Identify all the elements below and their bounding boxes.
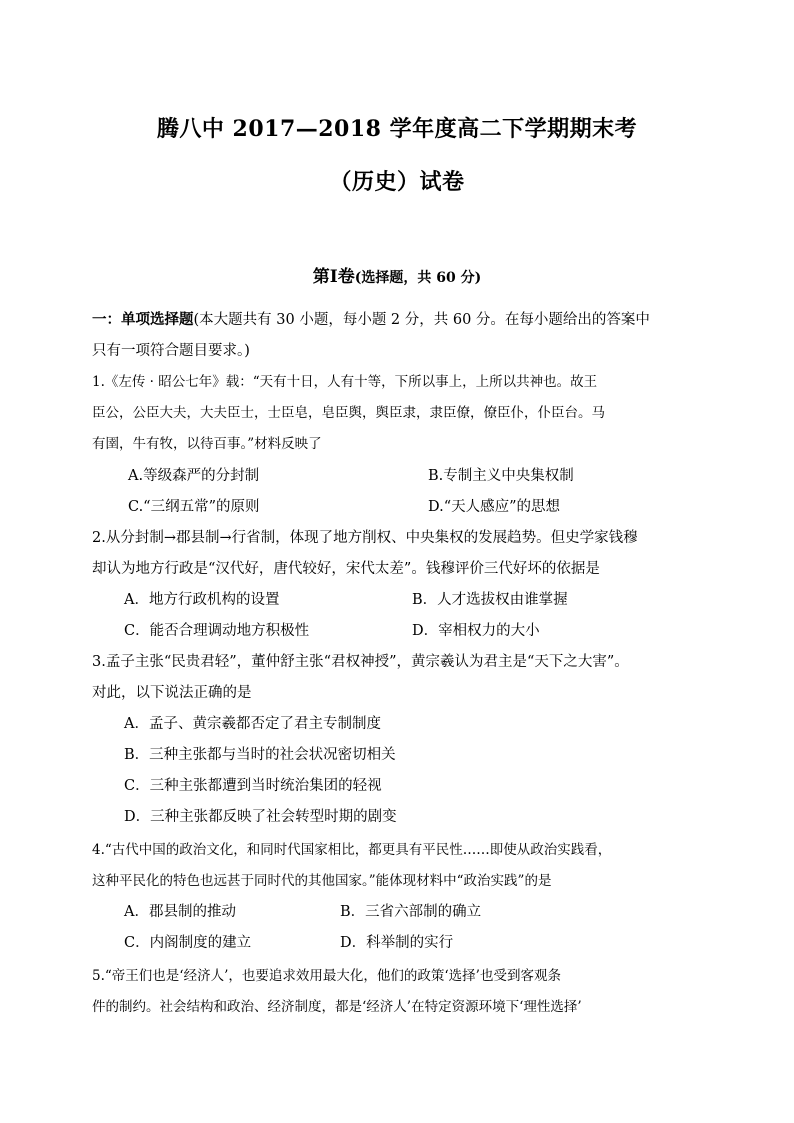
- question-3-line-1: 3.孟子主张“民贵君轻”，董仲舒主张“君权神授”，黄宗羲认为君主是“天下之大害”。: [92, 654, 629, 670]
- question-4-option-d: D．科举制的实行: [340, 935, 454, 951]
- section-instructions: [92, 310, 712, 330]
- question-2-line-1: 2.从分封制→郡县制→行省制，体现了地方削权、中央集权的发展趋势。但史学家钱穆: [92, 530, 638, 546]
- question-3-line-2: 对此，以下说法正确的是: [92, 685, 252, 701]
- question-1-line-3: 有圉，牛有牧，以待百事。”材料反映了: [92, 436, 322, 452]
- question-3-option-d: D．三种主张都反映了社会转型时期的剧变: [124, 809, 397, 825]
- question-4-option-c: C．内阁制度的建立: [124, 935, 252, 951]
- section-instructions-text: (本大题共有 30 小题，每小题 2 分，共 60 分。在每小题给出的答案中: [193, 312, 650, 328]
- question-1-option-c: C.“三纲五常”的原则: [128, 499, 260, 515]
- question-5-line-2: 件的制约。社会结构和政治、经济制度，都是‘经济人’在特定资源环境下‘理性选择’: [92, 999, 582, 1015]
- question-2-option-a: A．地方行政机构的设置: [124, 592, 280, 608]
- question-4-option-a: A．郡县制的推动: [124, 904, 236, 920]
- question-2-line-2: 却认为地方行政是“汉代好，唐代较好，宋代太差”。钱穆评价三代好坏的依据是: [92, 561, 600, 577]
- volume-subtitle: (选择题，共 60 分): [354, 270, 482, 286]
- question-4-option-b: B．三省六部制的确立: [340, 904, 482, 920]
- question-3-option-b: B．三种主张都与当时的社会状况密切相关: [124, 747, 396, 763]
- question-1-line-2: 臣公，公臣大夫，大夫臣士，士臣皂，皂臣舆，舆臣隶，隶臣僚，僚臣仆，仆臣台。马: [92, 405, 605, 421]
- question-5-line-1: 5.“帝王们也是‘经济人’，也要追求效用最大化，他们的政策‘选择’也受到客观条: [92, 968, 561, 984]
- volume-heading: [0, 262, 794, 287]
- question-2-option-b: B．人才选拔权由谁掌握: [412, 592, 568, 608]
- question-3-option-a: A．孟子、黄宗羲都否定了君主专制制度: [124, 716, 381, 732]
- question-4-line-2: 这种平民化的特色也远甚于同时代的其他国家。”能体现材料中“政治实践”的是: [92, 873, 552, 889]
- section-heading: 一：单项选择题: [92, 311, 194, 328]
- question-2-option-d: D．宰相权力的大小: [412, 623, 540, 639]
- section-instructions-line2: 只有一项符合题目要求。): [92, 343, 250, 359]
- question-2-option-c: C．能否合理调动地方积极性: [124, 623, 310, 639]
- question-1-option-a: A.等级森严的分封制: [128, 468, 260, 484]
- question-1-option-b: B.专制主义中央集权制: [428, 468, 574, 484]
- question-4-line-1: 4.“古代中国的政治文化，和同时代国家相比，都更具有平民性……即使从政治实践看，: [92, 842, 612, 858]
- question-1-option-d: D.“天人感应”的思想: [428, 499, 561, 515]
- exam-subject: （历史）试卷: [329, 169, 465, 195]
- question-1-line-1: 1.《左传 · 昭公七年》载：“天有十日，人有十等，下所以事上，上所以共神也。故王: [92, 374, 598, 390]
- question-3-option-c: C．三种主张都遭到当时统治集团的轻视: [124, 778, 382, 794]
- exam-title: 腾八中 2017—2018 学年度高二下学期期末考: [156, 116, 638, 142]
- volume-title: 第Ⅰ卷: [312, 267, 355, 287]
